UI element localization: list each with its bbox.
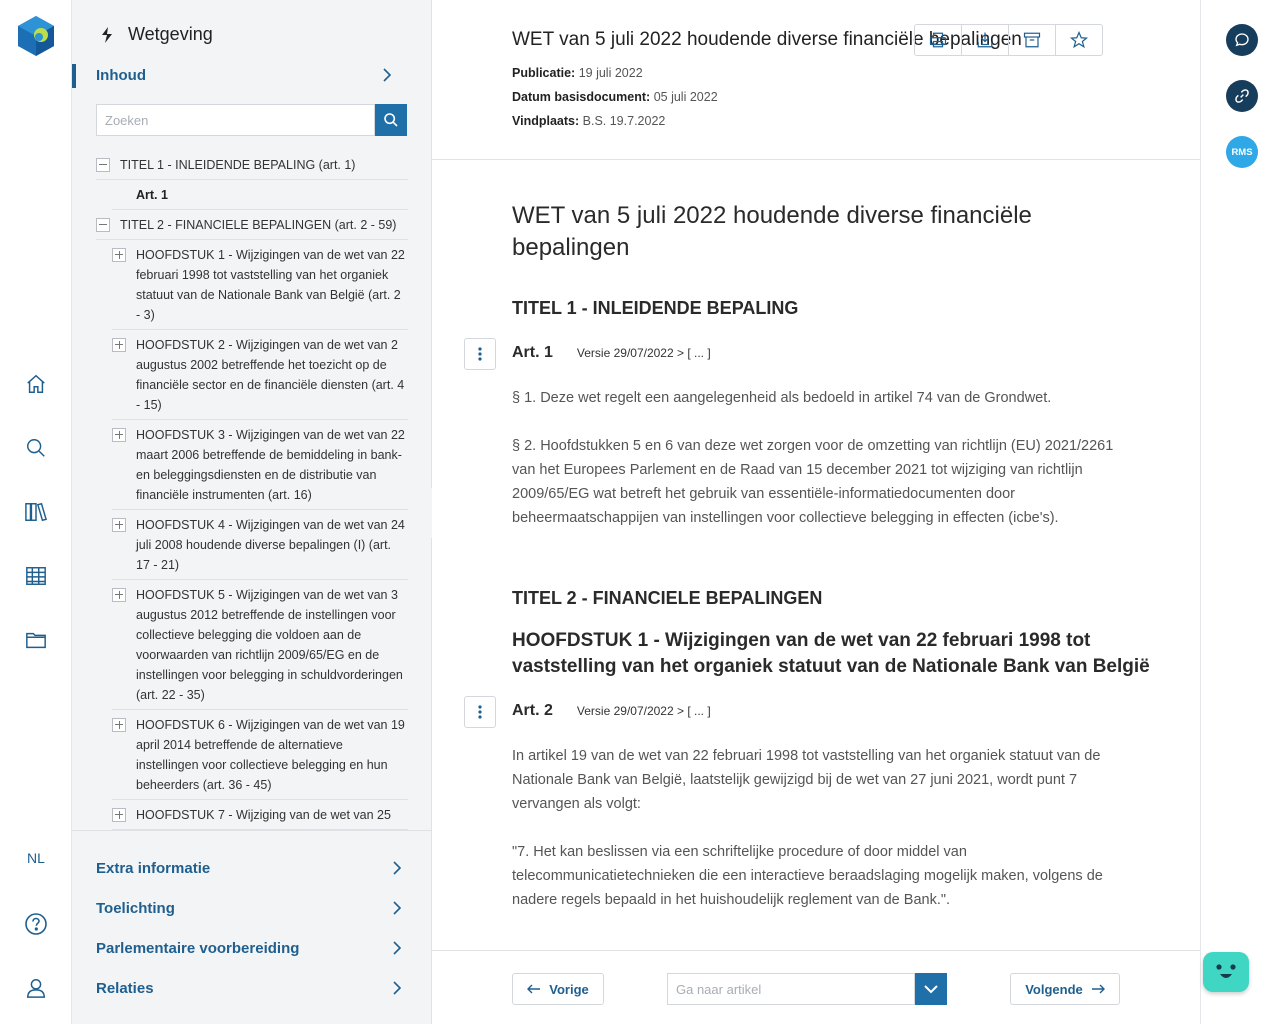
next-label: Volgende bbox=[1025, 981, 1083, 997]
main-panel bbox=[432, 0, 1200, 1024]
inhoud-section[interactable] bbox=[72, 62, 432, 90]
toc-item-label: HOOFDSTUK 6 - Wijzigingen van de wet van 19 april 2014 betreffende de alternatieve instellingen voor collectieve belegging en hun beheerders (art. 36 - 45) bbox=[136, 718, 405, 792]
toc-hoofdstuk-item[interactable] bbox=[112, 800, 408, 830]
help-icon[interactable] bbox=[22, 910, 50, 938]
document-toolbar bbox=[914, 24, 1103, 56]
meta-vindplaats bbox=[512, 114, 665, 128]
toc-hoofdstuk-item[interactable] bbox=[112, 580, 408, 710]
section-toelichting[interactable] bbox=[96, 896, 402, 920]
sidebar-title: Wetgeving bbox=[128, 24, 213, 44]
toc-hoofdstuk-item[interactable] bbox=[112, 240, 408, 330]
document-header-title: WET van 5 juli 2022 houdende diverse financiële bepalingen bbox=[512, 29, 1022, 50]
collapse-icon[interactable] bbox=[96, 158, 110, 172]
table-icon[interactable] bbox=[22, 562, 50, 590]
goto-article-input[interactable]: Ga naar artikel bbox=[667, 973, 915, 1005]
link-button[interactable] bbox=[1226, 80, 1258, 112]
article-version-link[interactable]: Versie 29/07/2022 > [ ... ] bbox=[576, 704, 711, 718]
icon-rail bbox=[0, 0, 72, 1024]
section-parlementaire-voorbereiding[interactable] bbox=[96, 936, 402, 960]
article-paragraph: § 2. Hoofdstukken 5 en 6 van deze wet zorgen voor de omzetting van richtlijn (EU) 2021/2261 van het Europees Parlement en de Raad van 15 december 2021 tot wijziging van richtlijn 2009/65/EG wat betreft het gebruik van essentiële-informatiedocumenten door beheermaatschappijen van instellingen voor collectieve belegging in effecten (icbe's). bbox=[512, 438, 1114, 526]
meta-label: Vindplaats: bbox=[512, 114, 580, 128]
goto-article bbox=[667, 973, 947, 1005]
chevron-right-icon bbox=[392, 980, 402, 996]
document-header bbox=[432, 0, 1200, 160]
article-paragraph: "7. Het kan beslissen via een schriftelijke procedure of door middel van telecommunicatietechnieken die een interactieve beraadslaging mogelijk maken, volgens de nadere regels bepaald in het huishoudelijk reglement van de Bank.". bbox=[512, 844, 1103, 908]
article-label: Art. 1 bbox=[512, 344, 553, 361]
folder-icon[interactable] bbox=[22, 626, 50, 654]
toc-search-input[interactable] bbox=[96, 104, 375, 136]
titel-2-heading: TITEL 2 - FINANCIELE BEPALINGEN bbox=[512, 588, 823, 608]
chevron-down-icon bbox=[924, 985, 938, 993]
more-vertical-icon bbox=[478, 705, 482, 719]
download-button[interactable] bbox=[962, 25, 1009, 55]
home-icon[interactable] bbox=[22, 370, 50, 398]
article-version-link[interactable]: Versie 29/07/2022 > [ ... ] bbox=[576, 346, 711, 360]
section-label: Relaties bbox=[96, 979, 154, 997]
comments-button[interactable] bbox=[1226, 24, 1258, 56]
meta-value: 19 juli 2022 bbox=[578, 66, 643, 80]
toc-article-item[interactable] bbox=[112, 180, 408, 210]
article-menu-button[interactable] bbox=[464, 338, 496, 370]
inhoud-label: Inhoud bbox=[96, 67, 146, 84]
expand-icon[interactable] bbox=[112, 588, 126, 602]
toc-item-label: HOOFDSTUK 3 - Wijzigingen van de wet van 22 maart 2006 betreffende de bemiddeling in bank- en beleggingsdiensten en de distributie van financiële instrumenten (art. 16) bbox=[136, 428, 405, 502]
rms-label: RMS bbox=[1231, 146, 1253, 158]
chevron-right-icon bbox=[392, 940, 402, 956]
toc-hoofdstuk-item[interactable] bbox=[112, 710, 408, 800]
chevron-right-icon bbox=[392, 900, 402, 916]
language-switch[interactable]: NL bbox=[27, 850, 45, 866]
expand-icon[interactable] bbox=[112, 808, 126, 822]
article-label: Art. 2 bbox=[512, 702, 553, 719]
expand-icon[interactable] bbox=[112, 338, 126, 352]
user-icon[interactable] bbox=[22, 974, 50, 1002]
hoofdstuk-1-heading: HOOFDSTUK 1 - Wijzigingen van de wet van 22 februari 1998 tot vaststelling van het organiek statuut van de Nationale Bank van België bbox=[512, 630, 1150, 677]
document-title: WET van 5 juli 2022 houdende diverse financiële bepalingen bbox=[512, 202, 1032, 261]
meta-value: 05 juli 2022 bbox=[653, 90, 718, 104]
chevron-right-icon bbox=[382, 67, 392, 83]
chevron-right-icon bbox=[392, 860, 402, 876]
toc-titel-item[interactable] bbox=[96, 150, 408, 180]
toc-item-label: Art. 1 bbox=[136, 188, 168, 202]
toc-item-label: TITEL 1 - INLEIDENDE BEPALING (art. 1) bbox=[120, 158, 356, 172]
toc-search-button[interactable] bbox=[375, 104, 407, 136]
meta-label: Publicatie: bbox=[512, 66, 576, 80]
document-content bbox=[432, 160, 1200, 950]
active-indicator bbox=[72, 64, 76, 88]
search-icon[interactable] bbox=[22, 434, 50, 462]
section-relaties[interactable] bbox=[96, 976, 402, 1000]
toc-item-label: HOOFDSTUK 5 - Wijzigingen van de wet van 3 augustus 2012 betreffende de instellingen voor collectieve belegging die voldoen aan de voorwaarden van richtlijn 2009/65/EG en de instellingen voor belegging in schuldvorderingen (art. 22 - 35) bbox=[136, 588, 403, 702]
chatbot-face-icon bbox=[1203, 952, 1249, 992]
print-button[interactable] bbox=[915, 25, 962, 55]
chatbot-button[interactable] bbox=[1203, 952, 1249, 992]
toc-item-label: HOOFDSTUK 2 - Wijzigingen van de wet van 2 augustus 2002 betreffende het toezicht op de financiële sector en de financiële diensten (art. 4 - 15) bbox=[136, 338, 405, 412]
article-menu-button[interactable] bbox=[464, 696, 496, 728]
sidebar-header bbox=[100, 24, 213, 45]
toc-item-label: TITEL 2 - FINANCIELE BEPALINGEN (art. 2 - 59) bbox=[120, 218, 397, 232]
meta-basisdocument bbox=[512, 90, 718, 104]
table-of-contents bbox=[96, 150, 408, 830]
rms-button[interactable] bbox=[1226, 136, 1258, 168]
toc-item-label: HOOFDSTUK 4 - Wijzigingen van de wet van 24 juli 2008 houdende diverse bepalingen (I) (art. 17 - 21) bbox=[136, 518, 405, 572]
goto-article-dropdown[interactable] bbox=[915, 973, 947, 1005]
toc-item-label: HOOFDSTUK 1 - Wijzigingen van de wet van 22 februari 1998 tot vaststelling van het organiek statuut van de Nationale Bank van België (art. 2 - 3) bbox=[136, 248, 405, 322]
next-button[interactable] bbox=[1010, 973, 1120, 1005]
wetgeving-icon bbox=[100, 26, 114, 44]
right-rail bbox=[1200, 0, 1280, 1024]
archive-icon bbox=[1023, 31, 1041, 49]
previous-label: Vorige bbox=[549, 981, 589, 997]
app-logo-icon[interactable] bbox=[15, 15, 57, 57]
section-label: Extra informatie bbox=[96, 859, 211, 877]
collapse-icon[interactable] bbox=[96, 218, 110, 232]
section-extra-informatie[interactable] bbox=[96, 856, 402, 880]
star-icon bbox=[1070, 31, 1088, 49]
archive-button[interactable] bbox=[1009, 25, 1056, 55]
favorite-button[interactable] bbox=[1056, 25, 1102, 55]
article-2-header bbox=[512, 702, 711, 720]
previous-button[interactable] bbox=[512, 973, 604, 1005]
toc-search bbox=[96, 104, 407, 136]
chat-bubble-icon bbox=[1234, 32, 1250, 48]
meta-label: Datum basisdocument: bbox=[512, 90, 651, 104]
toc-titel-item[interactable] bbox=[96, 210, 408, 240]
toc-hoofdstuk-item[interactable] bbox=[112, 510, 408, 580]
expand-icon[interactable] bbox=[112, 518, 126, 532]
link-icon bbox=[1234, 88, 1250, 104]
titel-1-heading: TITEL 1 - INLEIDENDE BEPALING bbox=[512, 298, 799, 318]
article-1-header bbox=[512, 344, 711, 362]
expand-icon[interactable] bbox=[112, 248, 126, 262]
arrow-right-icon bbox=[1091, 984, 1105, 994]
meta-publicatie bbox=[512, 66, 643, 80]
sidebar bbox=[72, 0, 432, 1024]
sidebar-divider bbox=[72, 830, 432, 831]
section-label: Toelichting bbox=[96, 899, 175, 917]
library-icon[interactable] bbox=[22, 498, 50, 526]
meta-value: B.S. 19.7.2022 bbox=[582, 114, 666, 128]
search-icon bbox=[383, 112, 399, 128]
article-navigation bbox=[432, 950, 1200, 1024]
more-vertical-icon bbox=[478, 347, 482, 361]
toc-hoofdstuk-item[interactable] bbox=[112, 420, 408, 510]
toc-item-label: HOOFDSTUK 7 - Wijziging van de wet van 25 bbox=[136, 808, 391, 822]
expand-icon[interactable] bbox=[112, 428, 126, 442]
article-paragraph: In artikel 19 van de wet van 22 februari 1998 tot vaststelling van het organiek statuut van de Nationale Bank van België, laatstelijk gewijzigd bij de wet van 27 juni 2021, wordt punt 7 vervangen als volgt: bbox=[512, 748, 1101, 812]
toc-hoofdstuk-item[interactable] bbox=[112, 330, 408, 420]
download-icon bbox=[976, 31, 994, 49]
expand-icon[interactable] bbox=[112, 718, 126, 732]
section-label: Parlementaire voorbereiding bbox=[96, 939, 300, 957]
print-icon bbox=[929, 31, 947, 49]
article-paragraph: § 1. Deze wet regelt een aangelegenheid als bedoeld in artikel 74 van de Grondwet. bbox=[512, 390, 1052, 406]
arrow-left-icon bbox=[527, 984, 541, 994]
